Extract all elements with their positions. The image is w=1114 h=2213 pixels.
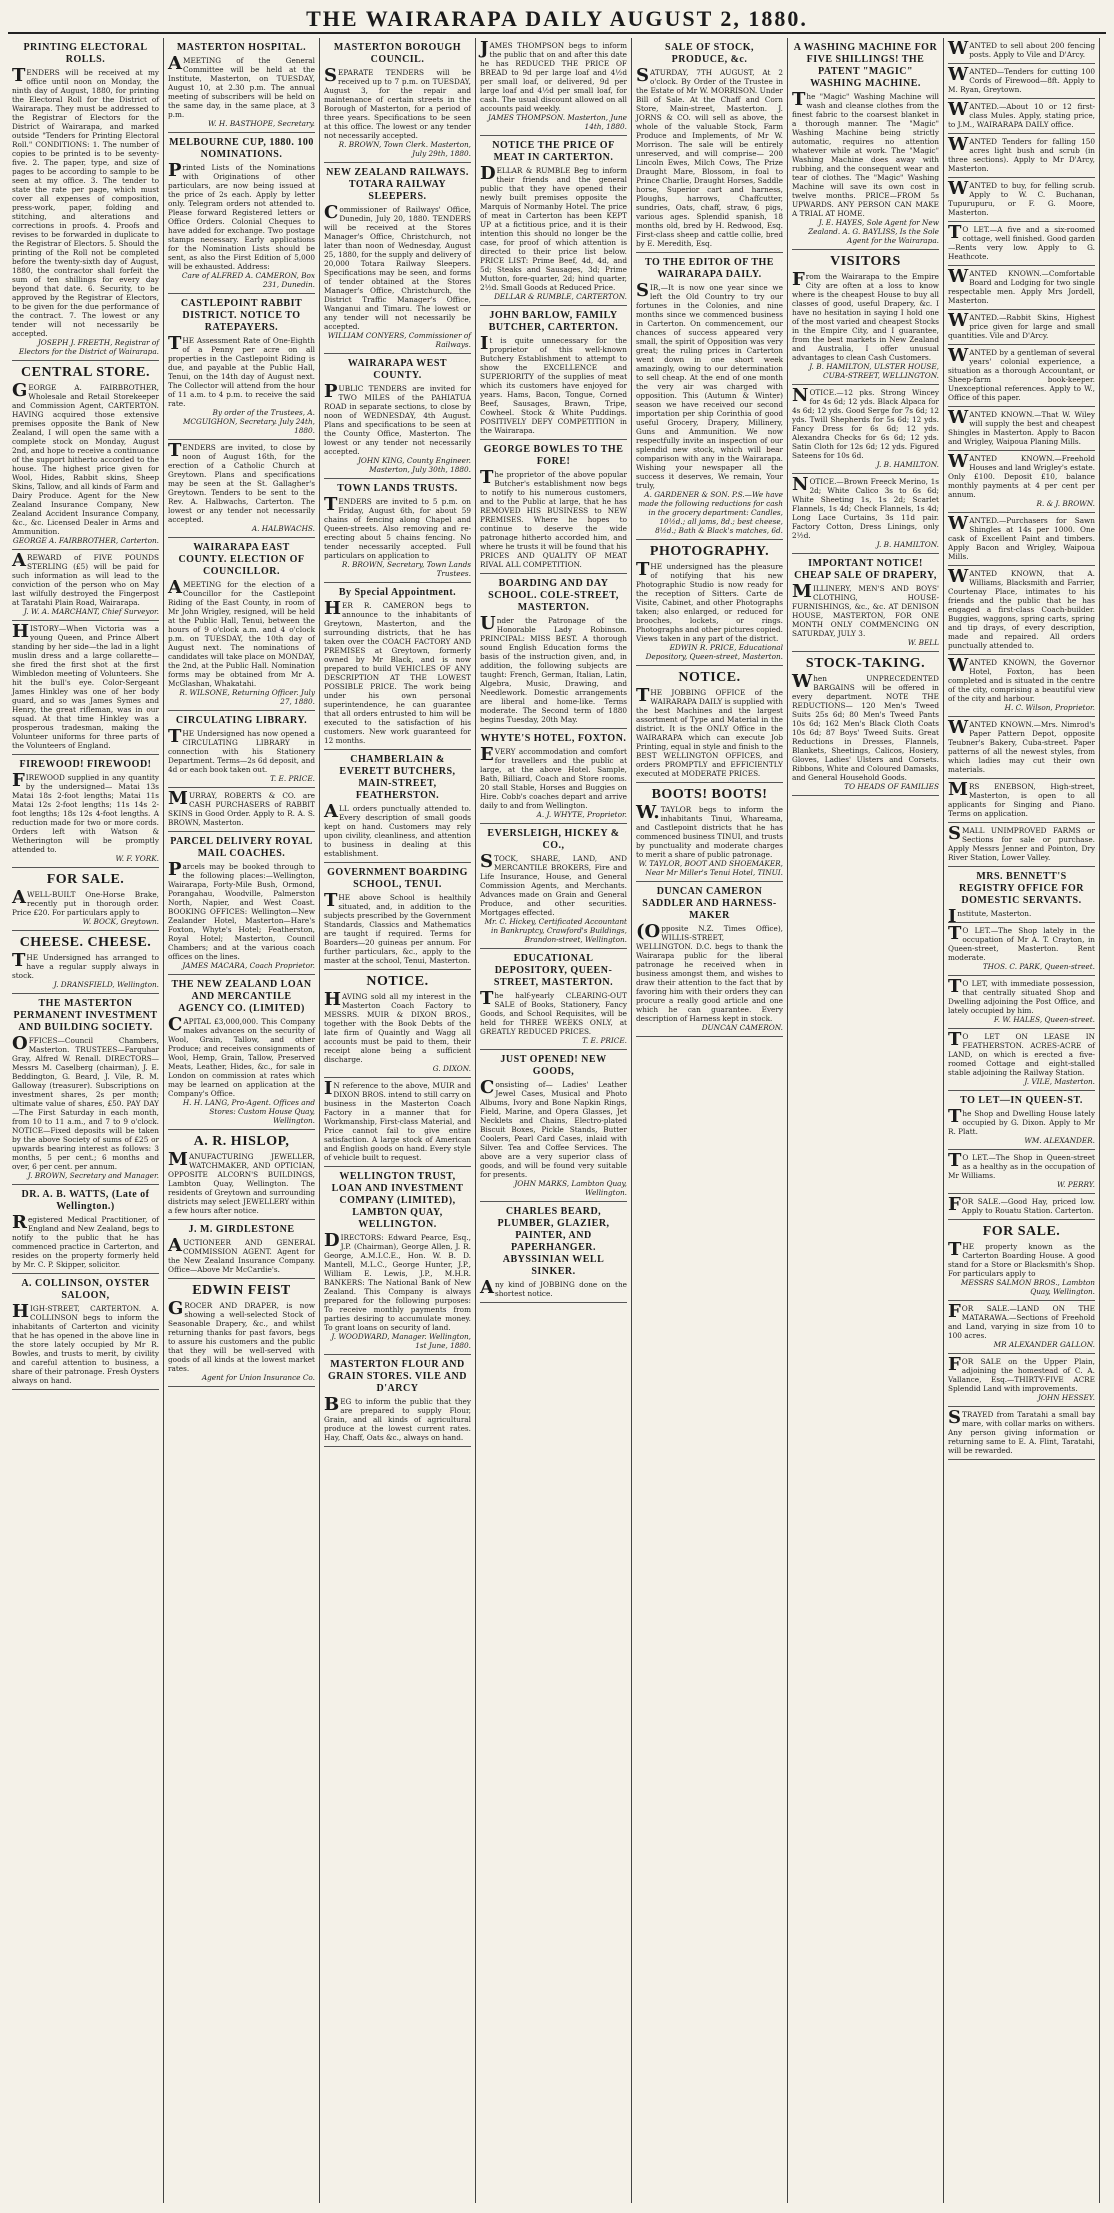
advertisement — [948, 407, 1095, 451]
ad-body: Institute, Masterton. — [948, 906, 1032, 927]
ad-signature: WM. ALEXANDER. — [1024, 1136, 1095, 1145]
advertisement — [324, 863, 471, 970]
ad-body: IN reference to the above, MUIR and DIXON BROS. intend to still carry on business in the Masterton Coach Factory in a manner that for Workmanship, First-class Material, and Price cannot fail to give entire satisfaction. A large stock of American and English goods on hand. Every style of vehicle built to request. — [324, 1078, 471, 1162]
ad-signature: T. E. PRICE. — [582, 1036, 627, 1045]
ad-body: THE Undersigned has now opened a CIRCULATING LIBRARY in connection with his Stationery Department. Terms—2s 6d deposit, and 4d or each book taken out. — [168, 726, 315, 774]
ad-signature: JOHN KING, County Engineer. Masterton, July 30th, 1880. — [357, 456, 471, 474]
advertisement — [948, 38, 1095, 64]
ad-signature: JOHN HESSEY. — [1037, 1393, 1095, 1402]
ad-signature: W. TAYLOR, BOOT AND SHOEMAKER, Near Mr Miller's Tenui Hotel, TINUI. — [638, 859, 783, 877]
ad-body: THE JOBBING OFFICE of the WAIRARAPA DAILY is supplied with the best Machines and the largest assortment of Type and Material in the district. It is the ONLY Office in the WAIRARAPA which can execute Job Printing, equal in style and finish to the BEST WELLINGTON OFFICES, and orders PROMPTLY and EFFICIENTLY executed at MODERATE PRICES. — [636, 685, 783, 778]
ad-signature: J. W. A. MARCHANT, Chief Surveyor. — [23, 607, 159, 616]
advertisement — [12, 868, 159, 931]
ad-body: AMEETING for the election of a Councillor for the Castlepoint Riding of the East County, in room of Mr John Wrigley, resigned, will be held at the Public Hall, Tenui, between the hours of 9 o'clock a.m. and 4 o'clock p.m. on TUESDAY, the 10th day of August next. The nominations of candidates will take place on MONDAY, the 2nd, at the Public Hall. Nomination forms may be obtained from Mr A. McGlashan, Whakatahi. — [168, 577, 315, 688]
ad-heading: CENTRAL STORE. — [21, 365, 150, 380]
ad-body: HISTORY—When Victoria was a young Queen, and Prince Albert standing by her side—the lad in a light muslin dress and a large collarette—she fired the first shot at the first Wimbledon meeting of Volunteers. She hit the bull's eye. Color-Sergeant James Hinkley was one of her body guard, and so was James Symes and Henry, the great rifleman, was in our squad. At that time Hinkley was a prosperous tradesman, making the Volunteer uniforms for three parts of the Volunteers of England. — [12, 621, 159, 750]
ad-heading: GEORGE BOWLES TO THE FORE! — [483, 444, 624, 467]
ad-heading: NEW ZEALAND RAILWAYS. TOTARA RAILWAY SLEEPERS. — [326, 167, 469, 202]
ad-body: THE Assessment Rate of One-Eighth of a Penny per acre on all properties in the Castlepoint Riding is due, and payable at the Public Hall, Tenui, on the 14th day of August next. The Collector will attend from the hour of 11 a.m. to 4 p.m. to receive the said rate. — [168, 333, 315, 408]
advertisement — [948, 178, 1095, 222]
ad-body: The Shop and Dwelling House lately occupied by G. Dixon. Apply to Mr R. Platt. — [948, 1106, 1095, 1136]
advertisement — [948, 310, 1095, 345]
ad-body: PUBLIC TENDERS are invited for TWO MILES of the PAHIATUA ROAD in separate sections, to close by noon of WEDNESDAY, 4th August. Plans and specifications to be seen at the County Office, Masterton. The lowest or any tender not necessarily accepted. — [324, 381, 471, 456]
advertisement — [168, 711, 315, 788]
ad-body: TO LET ON LEASE IN FEATHERSTON. ACRES-ACRE of LAND, on which is erected a five-roomed Cottage and eight-stalled stable adjoining the Railway Station. — [948, 1029, 1095, 1077]
advertisement — [792, 652, 939, 796]
ad-signature: T. E. PRICE. — [270, 774, 315, 783]
ad-body: FOR SALE.—Good Hay, priced low. Apply to Rouatu Station. Carterton. — [948, 1194, 1095, 1215]
advertisement — [948, 513, 1095, 566]
ad-signature: DELLAR & RUMBLE, CARTERTON. — [494, 292, 627, 301]
ad-signature: A. J. WHYTE, Proprietor. — [536, 810, 627, 819]
ad-heading: SALE OF STOCK, PRODUCE, &c. — [665, 42, 754, 65]
advertisement — [480, 824, 627, 949]
ad-body: WANTED KNOWN.—Mrs. Nimrod's Paper Pattern Depot, opposite Teubner's Bakery, Cuba-street. Paper patterns of all the newest styles, from which ladies may cut their own materials. — [948, 717, 1095, 774]
advertisement — [480, 136, 627, 306]
advertisement — [168, 1279, 315, 1387]
ad-body: THE above School is healthily situated, and, in addition to the subjects prescribed by the Government Standards, Classics and Mathematics are taught if required. Terms for Boarders—20 guineas per annum. For further particulars, &c., apply to the master at the school, Tenui, Masterton. — [324, 890, 471, 965]
advertisement — [12, 1185, 159, 1274]
ad-heading: JOHN BARLOW, FAMILY BUTCHER, CARTERTON. — [488, 310, 619, 333]
ad-signature: J. E. HAYES, Sole Agent for New Zealand. A. G. BAYLISS, Is the Sole Agent for the Wairarapa. — [808, 218, 939, 245]
ad-heading: TO LET—IN QUEEN-ST. — [960, 1095, 1083, 1106]
advertisement — [948, 1091, 1095, 1150]
ad-signature: By order of the Trustees, A. MCGUIGHON, Secretary. July 24th, 1880. — [182, 408, 315, 435]
advertisement — [948, 345, 1095, 407]
ad-signature: W. F. YORK. — [115, 854, 159, 863]
advertisement — [948, 717, 1095, 779]
advertisement — [948, 451, 1095, 513]
ad-body: WANTED KNOWN, the Governor Hotel, Foxton, has been completed and is situated in the centre of the city, comprising a beautiful view of the city and harbour. — [948, 655, 1095, 703]
ad-heading: MRS. BENNETT'S REGISTRY OFFICE FOR DOMESTIC SERVANTS. — [959, 871, 1084, 906]
ad-heading: A WASHING MACHINE FOR FIVE SHILLINGS! THE PATENT "MAGIC" WASHING MACHINE. — [793, 42, 938, 89]
ad-body: AREWARD of FIVE POUNDS STERLING (£5) will be paid for such information as will lead to the conviction of the person who on May last wilfully destroyed the Fingerpost at Taratahi Plain Road, Wairarapa. — [12, 550, 159, 607]
ad-signature: GEORGE A. FAIRBROTHER, Carterton. — [12, 536, 159, 545]
ad-body: Printed Lists of the Nominations with Originations of other particulars, are now being issued at the price of 2s each. Apply by letter only. Telegram orders not attended to. Please forward Registered letters or Office Orders. Colonial Cheques to have added for exchange. Two postage stamps necessary. Early applications for the Nomination Lists should be sent, as also the First Edition of 5,000 will be exhausted. Address: — [168, 160, 315, 271]
ad-signature: WILLIAM CONYERS, Commissioner of Railways. — [327, 331, 471, 349]
ad-body: TENDERS are invited to 5 p.m. on Friday, August 6th, for about 59 chains of fencing along Chapel and Queen-streets. Also removing and re-erecting about 5 chains fencing. No tender necessarily accepted. Full particulars on application to — [324, 494, 471, 560]
advertisement — [12, 931, 159, 994]
advertisement — [168, 38, 315, 133]
advertisement — [636, 666, 783, 783]
ad-body: EVERY accommodation and comfort for travellers and the public at large, at the above Hotel. Sample, Bath, Billiard, Coach and Store rooms. 20 stall Stable, Horses and Buggies on Hire. Cobb's coaches depart and arrive daily to and from Wellington. — [480, 744, 627, 810]
ad-body: ALL orders punctually attended to. Every description of small goods kept on hand. Customers may rely upon civility, cleanliness, and attention to business in dealing at this establishment. — [324, 801, 471, 858]
ad-signature: R. & J. BROWN. — [1036, 499, 1095, 508]
ad-body: WANTED.—Purchasers for Sawn Shingles at 14s per 1000. One cask of Excellent Paint and timbers. Apply Bacon and Wrigley, Waipoua Mills. — [948, 513, 1095, 561]
ad-heading: DR. A. B. WATTS, (Late of Wellington.) — [21, 1189, 150, 1212]
ad-body: WANTED to sell about 200 fencing posts. Apply to Vile and D'Arcy. — [948, 38, 1095, 59]
ad-heading: WHYTE'S HOTEL, FOXTON. — [480, 733, 627, 744]
advertisement — [324, 1167, 471, 1355]
ad-body: WANTED KNOWN, that A. Williams, Blacksmith and Farrier, Courtenay Place, intimates to his friends and the public that he has engaged a first-class Coach-builder. Buggies, waggons, spring carts, spring and tip drays, of every description, made and repaired. All orders punctually attended to. — [948, 566, 1095, 650]
advertisement — [948, 222, 1095, 266]
ad-body: SATURDAY, 7TH AUGUST, At 2 o'clock. By Order of the Trustee in the Estate of Mr W. MORRISON. Under Bill of Sale. At the Chaff and Corn Store, Main-street, Masterton. J. JORNS & CO. will sell as above, the whole of the valuable Stock, Farm Produce and Implements, of Mr W. Morrison. The sale will be entirely unreserved, and will comprise— 200 Lincoln Ewes, Milch Cows, The Prize Draught Mare, Blossom, in foal to Prince Charlie, Draught Horses, Saddle horse, Superior cart and harness, Ploughs, harrows, Chaffcutter, sundries, Oats, chaff, straw, 6 pigs, various ages. Splendid spanish, 18 months old, bred by H. Redwood, Esq. First-class sheep and cattle collie, bred by E. Meredith, Esq. — [636, 65, 783, 248]
ad-body: WANTED to buy, for felling scrub. Apply to W. C. Buchanan, Tupurupuru, or F. G. Moore, Masterton. — [948, 178, 1095, 217]
ad-heading: WELLINGTON TRUST, LOAN AND INVESTMENT COMPANY (LIMITED), LAMBTON QUAY, WELLINGTON. — [331, 1171, 464, 1230]
ad-body: WANTED KNOWN.—That W. Wiley will supply the best and cheapest Shingles in Masterton. Apply to Bacon and Wrigley, Waipoua Planing Mills. — [948, 407, 1095, 446]
advertisement — [12, 994, 159, 1185]
ad-body: SEPARATE TENDERS will be received up to 7 p.m. on TUESDAY, August 3, for the repair and maintenance of certain streets in the Borough of Masterton, for a period of three years. Specifications to be seen at this office. The lowest or any tender not necessarily accepted. — [324, 65, 471, 140]
ad-body: GROCER AND DRAPER, is now showing a well-selected Stock of Seasonable Drapery, &c., and whilst returning thanks for past favors, begs to assure his customers and the public that they will be well-served with goods of all kinds at the lowest market rates. — [168, 1298, 315, 1373]
ad-signature: W. H. BASTHOPE, Secretary. — [207, 119, 315, 128]
ad-signature: Agent for Union Insurance Co. — [201, 1373, 315, 1382]
advertisement — [636, 540, 783, 666]
ad-body: THE undersigned has the pleasure of notifying that his new Photographic Studio is now ready for the reception of Sitters. Carte de Visite, Cabinet, and other Photographs taken; also enlarged, or reduced for brooches, lockets, or rings. Photographs and other pictures copied. Views taken in any part of the district. — [636, 559, 783, 643]
ad-signature: THOS. C. PARK, Queen-street. — [982, 962, 1095, 971]
ad-body: HER R. CAMERON begs to announce to the inhabitants of Greytown, Masterton, and the surrounding districts, that he has taken over the COACH FACTORY AND PREMISES at Greytown, formerly owned by Mr Black, and is now prepared to build VEHICLES OF ANY DESCRIPTION AT THE LOWEST POSSIBLE PRICE. The work being under his own personal superintendence, he can guarantee that all orders entrusted to him will be executed to the satisfaction of his customers. New work guaranteed for 12 months. — [324, 598, 471, 745]
ad-heading: MELBOURNE CUP, 1880. 100 NOMINATIONS. — [169, 137, 314, 160]
advertisement — [324, 354, 471, 479]
ad-body: HAVING sold all my interest in the Masterton Coach Factory to MESSRS. MUIR & DIXON BROS., together with the Book Debts of the late firm of Quaintly and Wagg all accounts must be paid to them, their receipt alone being a sufficient discharge. — [324, 989, 471, 1064]
advertisement — [948, 99, 1095, 134]
advertisement — [12, 621, 159, 755]
ad-heading: DUNCAN CAMERON SADDLER AND HARNESS-MAKER — [642, 886, 777, 921]
ad-body: WANTED KNOWN.—Comfortable Board and Lodging for two single respectable men. Apply Mrs Jordell, Masterton. — [948, 266, 1095, 305]
ad-signature: J. WOODWARD, Manager. Wellington, 1st June, 1880. — [331, 1332, 471, 1350]
ad-heading: BOARDING AND DAY SCHOOL. COLE-STREET, MASTERTON. — [488, 578, 619, 613]
advertisement — [636, 783, 783, 882]
ad-signature: A. HALBWACHS. — [251, 524, 315, 533]
column-3 — [320, 38, 476, 2203]
ad-body: WANTED Tenders for falling 150 acres light bush and scrub (in three sections). Apply to Mr D'Arcy, Masterton. — [948, 134, 1095, 173]
ad-signature: EDWIN R. PRICE, Educational Depository, Queen-street, Masterton. — [645, 643, 783, 661]
advertisement — [168, 294, 315, 440]
ad-body: When UNPRECEDENTED BARGAINS will be offered in every department. NOTE THE REDUCTIONS— 120 Men's Tweed Suits 25s 6d; 80 Men's Tweed Pants 10s 6d; 162 Men's Black Cloth Coats 10s 6d; 87 Boys' Tweed Suits. Great Reductions in Dresses, Flannels, Blankets, Sheetings, Calicos, Hosiery, Gloves, Ladies' Ulsters and Corsets. Ribbons, White and Coloured Damasks, and General Household Goods. — [792, 671, 939, 782]
ad-heading: EDUCATIONAL DEPOSITORY, QUEEN-STREET, MASTERTON. — [493, 953, 614, 988]
advertisement — [12, 1274, 159, 1390]
advertisement — [324, 38, 471, 163]
advertisement — [948, 655, 1095, 717]
advertisement — [792, 250, 939, 385]
ad-body: CAPITAL £3,000,000. This Company makes advances on the security of Wool, Grain, Tallow, and other Produce; and receives consignments of Wool, Hemp, Grain, Tallow, Preserved Meats, Leather, Hides, &c., for sale in London on commission at rates which may be learned on application at the Company's Office. — [168, 1014, 315, 1098]
advertisement — [792, 385, 939, 474]
ad-body: The proprietor of the above popular Butcher's establishment now begs to notify to his numerous customers, and to the Public at large, that he has REMOVED HIS BUSINESS to NEW PREMISES. Where he hopes to continue to deserve the wide patronage hitherto accorded him, and where he trusts it will be found that his PRICES AND QUALITY OF MEAT RIVAL ALL COMPETITION. — [480, 467, 627, 569]
ad-signature: JAMES THOMPSON. Masterton, June 14th, 1880. — [487, 113, 627, 131]
ad-body: AUCTIONEER AND GENERAL COMMISSION AGENT. Agent for the New Zealand Insurance Company. Office—Above Mr McCardie's. — [168, 1235, 315, 1274]
ad-body: Registered Medical Practitioner, of England and New Zealand, begs to notify to the public that he has commenced practice in Carterton, and resides on the property formerly held by Mr. C. P. Skipper, solicitor. — [12, 1212, 159, 1269]
ad-body: WANTED.—About 10 or 12 first-class Mules. Apply, stating price, to J.M., WAIRARAPA DAILY office. — [948, 99, 1095, 129]
ad-body: TO LET.—The Shop lately in the occupation of Mr A. T. Crayton, in Queen-street, Masterton. Rent moderate. — [948, 923, 1095, 962]
advertisement — [324, 970, 471, 1078]
advertisement — [480, 1050, 627, 1202]
ad-body: TO LET.—The Shop in Queen-street as a healthy as in the occupation of Mr Williams. — [948, 1150, 1095, 1180]
ad-signature: F. W. HALES, Queen-street. — [993, 1015, 1095, 1024]
ad-body: FOR SALE on the Upper Plain, adjoining the homestead of C. A. Vallance, Esq.—THIRTY-FIVE ACRE Splendid Land with improvements. — [948, 1354, 1095, 1393]
ad-body: TO LET, with immediate possession, that centrally situated Shop and Dwelling adjoining the Post Office, and lately occupied by him. — [948, 976, 1095, 1015]
advertisement — [12, 361, 159, 550]
advertisement — [12, 550, 159, 621]
ad-heading: PARCEL DELIVERY ROYAL MAIL COACHES. — [170, 836, 313, 859]
ad-body: TENDERS are invited, to close by noon of August 16th, for the erection of a Catholic Church at Greytown. Plans and specifications may be seen at the St. Gallagher's Greytown. Tenders to be sent to the Rev. A. Halbwachs, Carterton. The lowest or any tender not necessarily accepted. — [168, 440, 315, 524]
advertisement — [948, 134, 1095, 178]
advertisement — [324, 479, 471, 583]
advertisement — [948, 266, 1095, 310]
ad-signature: A. GARDENER & SON. P.S.—We have made the following reductions for cash in the grocery department: Candles, 10½d.; all jams, 8d.; best cheese, 8½d.; Bath & Black's matches, 6d. — [638, 490, 783, 535]
advertisement — [948, 779, 1095, 823]
advertisement — [948, 976, 1095, 1029]
advertisement — [12, 38, 159, 361]
ad-signature: Mr. C. Hickey, Certificated Accountant in Bankruptcy, Crawford's Buildings, Brandon-street, Wellington. — [484, 917, 627, 944]
ad-heading: THE NEW ZEALAND LOAN AND MERCANTILE AGENCY CO. (LIMITED) — [171, 979, 312, 1014]
ad-signature: Care of ALFRED A. CAMERON, Box 231, Dunedin. — [181, 271, 315, 289]
advertisement — [948, 823, 1095, 867]
ad-body: MANUFACTURING JEWELLER, WATCHMAKER, AND OPTICIAN, OPPOSITE ALCORN'S BUILDINGS, Lambton Quay, Wellington. The residents of Greytown and surrounding districts may select JEWELLERY within a few hours after notice. — [168, 1149, 315, 1215]
ad-signature: MR ALEXANDER GALLON. — [993, 1340, 1095, 1349]
advertisement — [168, 975, 315, 1130]
masthead: THE WAIRARAPA DAILY AUGUST 2, 1880. — [8, 6, 1106, 34]
ad-signature: W. BOCK, Greytown. — [82, 917, 159, 926]
ad-heading: WAIRARAPA EAST COUNTY. ELECTION OF COUNCILLOR. — [178, 542, 305, 577]
advertisement — [948, 566, 1095, 655]
advertisement — [636, 38, 783, 253]
ad-signature: J. B. HAMILTON. — [876, 540, 939, 549]
ad-body: HIGH-STREET, CARTERTON. A. COLLINSON begs to inform the inhabitants of Carterton and vicinity that he has opened in the above line in the store lately occupied by Mr R. Bowles, and trusts to merit, by civility and careful attention to business, a share of their patronage. Fresh Oysters always on hand. — [12, 1301, 159, 1385]
ad-heading: CASTLEPOINT RABBIT DISTRICT. NOTICE TO RATEPAYERS. — [180, 298, 303, 333]
ad-body: WANTED by a gentleman of several years' colonial experience, a situation as a thorough Accountant, or Sheep-farm book-keeper. Unexceptional references. Apply to W., Office of this paper. — [948, 345, 1095, 402]
ad-signature: R. BROWN, Town Clerk. Masterton, July 29th, 1880. — [338, 140, 471, 158]
advertisement — [324, 1078, 471, 1167]
ad-heading: PHOTOGRAPHY. — [649, 544, 770, 559]
ad-body: Commissioner of Railways' Office, Dunedin, July 20, 1880. TENDERS will be received at the Stores Manager's Office, Christchurch, not later than noon of Wednesday, August 25, 1880, for the supply and delivery of 20,000 Totara Railway Sleepers. Specifications may be seen, and forms of tender obtained at the Stores Manager's Office, Christchurch, the District Traffic Manager's Office, Wanganui and Timaru. The lowest or any tender will not necessarily be accepted. — [324, 202, 471, 331]
ad-body: BEG to inform the public that they are prepared to supply Flour, Grain, and all kinds of agricultural produce at the lowest current rates. Hay, Chaff, Oats &c., always on hand. — [324, 1394, 471, 1442]
ad-signature: J. VILE, Masterton. — [1024, 1077, 1095, 1086]
advertisement — [168, 1220, 315, 1279]
ad-body: GEORGE A. FAIRBROTHER, Wholesale and Retail Storekeeper and Commission Agent, CARTERTON. HAVING acquired those extensive premises opposite the Bank of New Zealand, I will open the same with a complete stock on Monday, August 2nd, and hope to receive a continuance of the support hitherto accorded to the house. The highest price given for Wool, Hides, Rabbit skins, Sheep Skins, Tallow, and all kinds of Farm and Dairy Produce. Agent for the New Zealand Insurance Company, New Zealand Accident Insurance Company, &c., &c. Licensed Dealer in Arms and Ammunition. — [12, 380, 159, 536]
ad-body: THE Undersigned has arranged to have a regular supply always in stock. — [12, 950, 159, 980]
ad-heading: NOTICE THE PRICE OF MEAT IN CARTERTON. — [492, 140, 615, 163]
ad-heading: NOTICE. — [366, 974, 429, 989]
advertisement — [12, 755, 159, 868]
ad-signature: TO HEADS OF FAMILIES — [844, 782, 939, 791]
ad-heading: GOVERNMENT BOARDING SCHOOL, TENUI. — [327, 867, 468, 890]
advertisement — [480, 306, 627, 440]
ad-heading: TO THE EDITOR OF THE WAIRARAPA DAILY. — [645, 257, 774, 280]
ad-heading: PRINTING ELECTORAL ROLLS. — [23, 42, 148, 65]
ad-heading: A. R. HISLOP, — [193, 1134, 290, 1149]
ad-body: DIRECTORS: Edward Pearce, Esq., J.P. (Chairman), George Allen, J. R. George, A.M.I.C.E., Hon. W. B. D. Mantell, M.L.C., George Hunter, J.P., William E. Lewis, J.P., M.H.R. BANKERS: The National Bank of New Zealand. This Company is always prepared for the following purposes: To receive monthly payments from parties desiring to accumulate money. To grant loans on security of land. — [324, 1230, 471, 1332]
ad-heading: J. M. GIRDLESTONE — [188, 1224, 295, 1235]
ad-signature: JOSEPH J. FREETH, Registrar of Electors for the District of Wairarapa. — [18, 338, 159, 356]
ad-body: (Opposite N.Z. Times Office), WILLIS-STREET, WELLINGTON. D.C. begs to thank the Wairarapa public for the liberal patronage he received when in business amongst them, and wishes to draw their attention to the fact that by favoring him with their orders they can procure a really good article and one which he can guarantee. Every description of Harness kept in stock. — [636, 921, 783, 1023]
ad-signature: R. WILSONE, Returning Officer. July 27, 1880. — [179, 688, 315, 706]
column-5 — [632, 38, 788, 2203]
ad-body: NOTICE.—12 pks. Strong Wincey for 4s 6d; 12 yds. Black Alpaca for 4s 6d; 12 yds. Good Serge for 7s 6d; 12 yds. Twill Shepherds for 5s 6d; 12 yds. Fancy Dress for 6s 6d; 12 yds. Alexandra Checks for 6s 6d; 12 yds. Satin Cloth for 12s 6d; 12 yds. Figured Sateens for 10s 6d. — [792, 385, 939, 460]
advertisement — [168, 788, 315, 832]
advertisement — [948, 1150, 1095, 1194]
advertisement — [324, 583, 471, 750]
ad-body: STRAYED from Taratahi a small bay mare, with collar marks on withers. Any person giving information or returning same to E. A. Flint, Taratahi, will be rewarded. — [948, 1407, 1095, 1455]
ad-body: Parcels may be booked through to the following places:—Wellington, Wairarapa, Forty-Mile Bush, Ormond, Porangahau, Woodville, Palmerston North, Napier, and West Coast. BOOKING OFFICES: Wellington—New Zealander Hotel, Masterton—Hare's Foxton, Whyte's Hotel; Featherston, Royal Hotel; Masterton, Council Chambers; and at the various coach offices on the lines. — [168, 859, 315, 961]
ad-heading: BOOTS! BOOTS! — [651, 787, 768, 802]
advertisement — [480, 949, 627, 1050]
advertisement — [948, 1194, 1095, 1220]
ad-heading: MASTERTON FLOUR AND GRAIN STORES. VILE AND D'ARCY — [327, 1359, 467, 1394]
ad-body: From the Wairarapa to the Empire City are often at a loss to know where is the cheapest House to buy all classes of good, useful Drapery, &c. I have no hesitation in saying I hold one of the most varied and cheapest Stocks in the Empire City, and I guarantee, from the best markets in New Zealand and Australia, I offer unusual advantages to clean Cash Customers. — [792, 269, 939, 362]
ad-signature: J. B. HAMILTON, ULSTER HOUSE, CUBA-STREET, WELLINGTON. — [809, 362, 939, 380]
advertisement — [948, 1301, 1095, 1354]
ad-heading: EDWIN FEIST — [192, 1283, 291, 1298]
ad-heading: FOR SALE. — [46, 872, 125, 887]
ad-body: WANTED—Tenders for cutting 100 Cords of Firewood—8ft. Apply to M. Ryan, Greytown. — [948, 64, 1095, 94]
column-6 — [788, 38, 944, 2203]
ad-heading: VISITORS — [830, 254, 901, 269]
ad-body: OFFICES—Council Chambers, Masterton. TRUSTEES—Farquhar Gray, Alfred W. Renall. DIRECTORS—Messrs M. Caselberg (chairman), J. E. Beddington, G. Beard, J. Vile, R. M. Galloway (treasurer). Subscriptions on investment shares, 2s per month; ultimate value of shares, £50. PAY DAY—The First Saturday in each month, from 10 to 11 a.m., and 7 to 9 o'clock. NOTICE—Fixed deposits will be taken by the above Society of sums of £25 or upwards bearing interest as follows: 3 months, 5 per cent.; 6 months and over, 6 per cent. per annum. — [12, 1033, 159, 1171]
column-1 — [8, 38, 164, 2203]
ad-heading: IMPORTANT NOTICE! CHEAP SALE OF DRAPERY, — [794, 558, 937, 581]
ad-body: MRS ENEBSON, High-street, Masterton, is open to all applicants for Singing and Piano. Terms on application. — [948, 779, 1095, 818]
ad-body: Under the Patronage of the Honorable Lady Robinson. PRINCIPAL: MISS BEST. A thorough sound English Education forms the basis of the instruction given, and, in addition, the following subjects are taught: French, German, Italian, Latin, Algebra, Music, Drawing, and Needlework. Domestic arrangements are liberal and home-like. Terms moderate. The Second term of 1880 begins Tuesday, 20th May. — [480, 613, 627, 724]
advertisement — [792, 474, 939, 554]
advertisement — [948, 64, 1095, 99]
ad-body: Any kind of JOBBING done on the shortest notice. — [480, 1277, 627, 1298]
ad-body: DELLAR & RUMBLE Beg to inform their friends and the general public that they have opened their newly built premises opposite the Marquis of Normanby Hotel. The price of meat in Carterton has been KEPT UP at a fictitious price, and it is their intention this should no longer be the case, for proof of which attention is directed to their price list below. PRICE LIST: Prime Beef, 4d, 4d, and 5d; Steaks and Sausages, 3d; Prime Mutton, fore-quarter, 2d; hind quarter, 2½d. Small Goods at Reduced Price. — [480, 163, 627, 292]
advertisement — [636, 253, 783, 540]
advertisement — [480, 574, 627, 729]
advertisement — [480, 440, 627, 574]
advertisement — [480, 38, 627, 136]
ad-body: TENDERS will be received at my office until noon on Monday, the ninth day of August, 1880, for printing the Electoral Roll for the District of Wairarapa. They must be addressed to the Registrar of Electors for the District of Wairarapa, and marked outside "Tenders for Printing Electoral Roll." CONDITIONS: 1. The number of copies to be printed is to be seventy-five. 2. The paper, type, and size of pages to be according to sample to be seen at my office. 3. The tender to state the rate per page, which must cover all expenses of composition, press-work, paper, folding and stitching, and alterations and corrections in proofs. 4. Proofs and revises to be forwarded in duplicate to the Registrar of Electors. 5. Should the printing of the Roll not be completed before the twenty-sixth day of August, 1880, the contractor shall forfeit the sum of ten shillings for every day beyond that date. 6. Security, to be approved by the Registrar of Electors, to be given for the due performance of the contract. 7. The lowest or any tender will not necessarily be accepted. — [12, 65, 159, 338]
ad-signature: G. DIXON. — [432, 1064, 471, 1073]
advertisement — [324, 1355, 471, 1447]
ad-body: The "Magic" Washing Machine will wash and cleanse clothes from the finest fabric to the coarsest blanket in a thorough manner. The "Magic" Washing Machine being strictly automatic, requires no attention whatever while at work. The "Magic" Washing Machine does away with rubbing, and the consequent wear and tear of clothes. The "Magic" Washing Machine will save its own cost in twelve months. PRICE—FROM 5s UPWARDS. ANY PERSON CAN MAKE A TRIAL AT HOME. — [792, 89, 939, 218]
advertisement — [480, 1202, 627, 1303]
ad-heading: CHEESE. CHEESE. — [19, 935, 152, 950]
advertisement — [948, 1220, 1095, 1301]
ad-body: SIR,—It is now one year since we left the Old Country to try our fortunes in the Colonies, and nine months since we commenced business in Carterton. On commencement, our chances of success appeared very small, the spirit of Opposition was very great; the ruling prices in Carterton went down in one short week amazingly, owing to our determination to sell cheap. At the end of one month the very air was charged with opposition. This (Autumn & Winter) season we have received our second importation per ship Corinthia of good useful Grocery, Drapery, Millinery, Guns and Ammunition. We now respectfully invite an inspection of our splendid new stock, which will bear comparison with any in the Wairarapa. Wishing your newspaper all the success it deserves, We remain, Your truly, — [636, 280, 783, 490]
advertisement — [168, 1130, 315, 1220]
advertisement — [636, 882, 783, 1037]
advertisement — [480, 729, 627, 824]
ad-signature: W. BELL — [907, 638, 939, 647]
ad-heading: JUST OPENED! NEW GOODS, — [500, 1054, 607, 1077]
ad-body: NOTICE.—Brown Freeck Merino, 1s 2d; White Calico 3s to 6s 6d; White Sheeting 1s, 1s 2d; Scarlet Flannels, 1s 4d; Check Flannels, 1s 4d; Long Lace Curtains, 3s 11d pair. Factory Cotton, Dress Linings, only 2½d. — [792, 474, 939, 540]
column-2 — [164, 38, 320, 2203]
ad-signature: DUNCAN CAMERON. — [701, 1023, 783, 1032]
advertisement — [168, 832, 315, 975]
advertisement — [168, 133, 315, 294]
advertisement — [324, 750, 471, 863]
ad-heading: FIREWOOD! FIREWOOD! — [19, 759, 152, 770]
advertisement — [948, 1354, 1095, 1407]
ad-heading: FOR SALE. — [982, 1224, 1061, 1239]
ad-heading: CHARLES BEARD, PLUMBER, GLAZIER, PAINTER, AND PAPERHANGER. ABYSSINIAN WELL SINKER. — [497, 1206, 610, 1277]
ad-body: W.TAYLOR begs to inform the inhabitants Tinui, Whareama, and Castlepoint districts that he has commenced business TINUI, and trusts by punctuality and moderate charges to merit a share of public patronage. — [636, 802, 783, 859]
columns-container — [8, 38, 1106, 2203]
ad-signature: H. C. Wilson, Proprietor. — [1004, 703, 1095, 712]
ad-heading: CIRCULATING LIBRARY. — [175, 715, 308, 726]
ad-body: WANTED.—Rabbit Skins, Highest price given for large and small quantities. Vile and D'Arcy. — [948, 310, 1095, 340]
ad-heading: A. COLLINSON, OYSTER SALOON, — [21, 1278, 150, 1301]
ad-heading: CHAMBERLAIN & EVERETT BUTCHERS, MAIN-STREET, FEATHERSTON. — [339, 754, 456, 801]
ad-body: THE property known as the Carterton Boarding House. A good stand for a Store or Blacksmith's Shop. For particulars apply to — [948, 1239, 1095, 1278]
advertisement — [792, 38, 939, 250]
ad-body: The half-yearly CLEARING-OUT SALE of Books, Stationery, Fancy Goods, and School Requisites, will be held for THREE WEEKS ONLY, at GREATLY REDUCED PRICES. — [480, 988, 627, 1036]
advertisement — [792, 554, 939, 652]
ad-body: AWELL-BUILT One-Horse Brake, recently put in thorough order. Price £20. For particulars apply to — [12, 887, 159, 917]
ad-body: JAMES THOMPSON begs to inform the public that on and after this date he has REDUCED THE PRICE OF BREAD to 9d per large loaf and 4½d per small loaf, or delivered, 9d per large loaf and 4½d per small loaf, for cash. The usual discount allowed on all accounts paid weekly. — [480, 38, 627, 113]
ad-body: FIREWOOD supplied in any quantity by the undersigned— Matai 13s Matai 18s 2-foot lengths; Matai 11s Matai 12s 2-foot lengths; 11s 14s 2-foot lengths; 18s 12s 4-foot lengths. A reduction made for two or more cords. Orders left with Watson & Wetherington will be promptly attended to. — [12, 770, 159, 854]
ad-body: MURRAY, ROBERTS & CO. are CASH PURCHASERS of RABBIT SKINS in Good Order. Apply to R. A. S. BROWN, Masterton. — [168, 788, 315, 827]
advertisement — [168, 440, 315, 538]
ad-body: AMEETING of the General Committee will be held at the Institute, Masterton, on TUESDAY, August 10, at 2.30 p.m. The annual meeting of subscribers will be held on the same day, in the same place, at 3 p.m. — [168, 53, 315, 119]
ad-heading: EVERSLEIGH, HICKEY & CO., — [487, 828, 620, 851]
ad-heading: TOWN LANDS TRUSTS. — [337, 483, 458, 494]
ad-body: It is quite unnecessary for the proprietor of this well-known Butchery Establishment to attempt to show the EXCELLENCE and SUPERIORITY of the supplies of meat which its customers have enjoyed for years. Hams, Bacon, Tongue, Corned Beef, Sausages, Brawn, Tripe, Cowheel. Stock & White Puddings. POSITIVELY DEFY COMPETITION in the Wairarapa. — [480, 333, 627, 435]
ad-heading: NOTICE. — [678, 670, 741, 685]
ad-signature: J. B. HAMILTON. — [876, 460, 939, 469]
ad-body: WANTED KNOWN.—Freehold Houses and land Wrigley's estate. Only £100. Deposit £10, balance monthly payments at 4 per cent per annum. — [948, 451, 1095, 499]
ad-signature: JOHN MARKS, Lambton Quay, Wellington. — [514, 1179, 627, 1197]
ad-heading: MASTERTON HOSPITAL. — [176, 42, 307, 53]
advertisement — [168, 538, 315, 711]
ad-signature: J. BROWN, Secretary and Manager. — [27, 1171, 159, 1180]
column-7 — [944, 38, 1100, 2203]
advertisement — [948, 867, 1095, 927]
advertisement — [948, 1029, 1095, 1091]
ad-signature: JAMES MACARA, Coach Proprietor. — [182, 961, 315, 970]
advertisement — [948, 1407, 1095, 1460]
ad-body: TO LET.—A five and a six-roomed cottage, well finished. Good garden—Rents very low. Apply to G. Heathcote. — [948, 222, 1095, 261]
ad-heading: MASTERTON BOROUGH COUNCIL. — [333, 42, 462, 65]
ad-body: STOCK, SHARE, LAND, AND MERCANTILE BROKERS, Fire and Life Insurance, House, and General Commission Agents, and Merchants. Advances made on Grain and General Produce, and other securities. Mortgages effected. — [480, 851, 627, 917]
ad-body: Consisting of— Ladies' Leather Jewel Cases, Musical and Photo Albums, Ivory and Bone Napkin Rings, Field, Marine, and Opera Glasses, Jet Necklets and Chains, Electro-plated Biscuit Boxes, Pickle Stands, Butter Coolers, Pearl Card Cases, inlaid with Silver. Tea and Coffee Services. The above are a very superior class of goods, and will be found very suitable for presents. — [480, 1077, 627, 1179]
ad-heading: STOCK-TAKING. — [805, 656, 926, 671]
ad-body: FOR SALE.—LAND ON THE MATARAWA.—Sections of Freehold and Land, varying in size from 10 to 100 acres. — [948, 1301, 1095, 1340]
ad-signature: W. PERRY. — [1056, 1180, 1095, 1189]
ad-heading: By Special Appointment. — [338, 587, 457, 598]
ad-body: MILLINERY, MEN'S AND BOYS' CLOTHING, HOUSE-FURNISHINGS, &c., &c. AT DENISON HOUSE, MASTERTON, FOR ONE MONTH ONLY COMMENCING ON SATURDAY, JULY 3. — [792, 581, 939, 638]
advertisement — [324, 163, 471, 354]
ad-heading: WAIRARAPA WEST COUNTY. — [347, 358, 448, 381]
ad-signature: MESSRS SALMON BROS., Lambton Quay, Wellington. — [960, 1278, 1095, 1296]
ad-signature: H. H. LANG, Pro-Agent. Offices and Stores: Custom House Quay, Wellington. — [182, 1098, 315, 1125]
ad-signature: J. DRANSFIELD, Wellington. — [53, 980, 159, 989]
advertisement — [948, 923, 1095, 976]
ad-heading: THE MASTERTON PERMANENT INVESTMENT AND BUILDING SOCIETY. — [13, 998, 158, 1033]
ad-body: SMALL UNIMPROVED FARMS or Sections for sale or purchase. Apply Messrs Jenner and Pointon, Dry River Station, Lower Valley. — [948, 823, 1095, 862]
column-4 — [476, 38, 632, 2203]
ad-signature: R. BROWN, Secretary, Town Lands Trustees. — [341, 560, 471, 578]
